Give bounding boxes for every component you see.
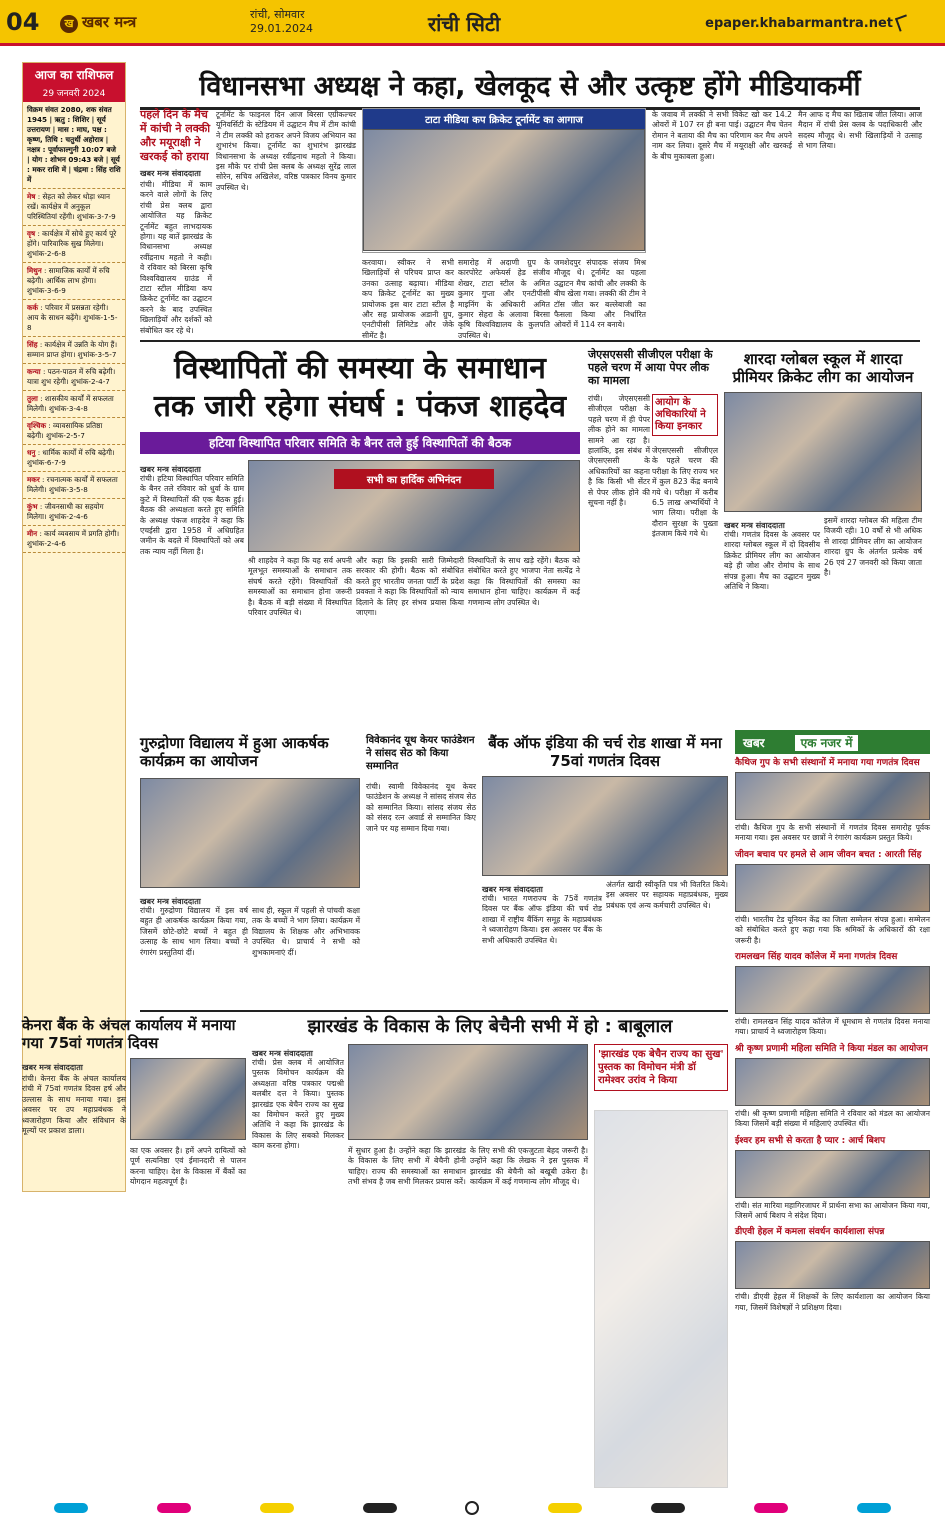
- horoscope-text: कार्यक्षेत्र में सोचे हुए कार्य पूरे होंगे। पारिवारिक सुख मिलेगा। शुभांक-2-6-8: [27, 229, 117, 258]
- story5-col-1: रांची। गुरुद्रोणा विद्यालय में इस वर्ष बहुत ही आकर्षक कार्यक्रम किया गया, जिसमें छोटे-छोटे बच्चों ने बहुत ही उत्साह के साथ भाग लिया। बच्चों ने रंगारंग प्रस्तुतियां दीं।: [140, 906, 248, 957]
- story9-side-photo: [594, 1110, 728, 1488]
- brief-item: [735, 952, 930, 1038]
- brief-item: [735, 758, 930, 844]
- story2-subhead: हटिया विस्थापित परिवार समिति के बैनर तले हुई विस्थापितों की बैठक: [140, 432, 580, 454]
- horoscope-date: 29 जनवरी 2024: [23, 86, 125, 102]
- brief-photo: [735, 966, 930, 1014]
- lead-col-6: के जवाब में लक्की ने सभी विकेट खो कर 14.2 ओवरों में 107 रन ही बना पाई। उद्घाटन मैच चेतन रोमान ने बताया की मैच का परिणाम कर मैच अपने नाम कर लिया। दूसरे मैच में मयूराक्षी और खरकई के बीच मुकाबला हुआ।: [652, 110, 792, 161]
- brief-text: रांची। कैथिज गुप के सभी संस्थानों में गणतंत्र दिवस समारोह पूर्वक मनाया गया। इस अवसर पर छात्रों ने रंगारंग कार्यक्रम प्रस्तुत किये।: [735, 823, 930, 843]
- color-swatch: [857, 1503, 891, 1513]
- horoscope-sign: मीन: [27, 529, 38, 538]
- color-swatch: [754, 1503, 788, 1513]
- horoscope-text: पठन-पाठन में रुचि बढ़ेगी। यात्रा शुभ रहेगी। शुभांक-2-4-7: [27, 367, 116, 386]
- story9-col-2: में सुधार हुआ है। उन्होंने कहा कि झारखंड के विकास के लिए सभी में बेचैनी होनी चाहिए। राज्य की समस्याओं का समाधान तभी संभव है जब सभी मिलकर प्रयास करें।: [348, 1146, 466, 1187]
- divider: [140, 1010, 728, 1012]
- story7-headline: बैंक ऑफ इंडिया की चर्च रोड शाखा में मना 75वां गणतंत्र दिवस: [488, 734, 722, 770]
- horoscope-entry: धनु : धार्मिक कार्यों में रुचि बढ़ेगी। शुभांक-6-7-9: [23, 445, 125, 472]
- lead-headline: विधानसभा अध्यक्ष ने कहा, खेलकूद से और उत्कृष्ट होंगे मीडियाकर्मी: [140, 66, 920, 110]
- horoscope-text: कार्य व्यवसाय में प्रगति होगी। शुभांक-2-4-6: [27, 529, 120, 548]
- story2-photo: [248, 460, 580, 552]
- horoscope-sign: मेष: [27, 192, 36, 201]
- story2-col-1: रांची। हटिया विस्थापित परिवार समिति के बैनर तले रविवार को धुर्वा के ग्राम कुटे में विस्थापितों की एक बैठक हुई। बैठक की अध्यक्षता करते हुए समिति के अध्यक्ष पंकज शाहदेव ने कहा कि एचईसी द्वारा 1958 में अधिग्रहित जमीन के बदले में विस्थापितों को अब तक न्याय नहीं मिला है।: [140, 474, 244, 556]
- story7-byline: खबर मन्त्र संवाददाता: [482, 885, 543, 894]
- story7-photo: [482, 776, 728, 876]
- horoscope-list: [23, 189, 125, 553]
- horoscope-entry: मेष : सेहत को लेकर थोड़ा ध्यान रखें। कार्यक्षेत्र में अनुकूल परिस्थितियां रहेंगी। शुभांक-3-7-9: [23, 189, 125, 226]
- horoscope-entry: कुंभ : जीवनसाथी का सहयोग मिलेगा। शुभांक-2-4-6: [23, 499, 125, 526]
- lead-col-5: जमशेदपुर संपादक संजय मिश्र मौजूद थे। टूर्नामेंट का पहला उद्घाटन मैच कांची और लक्की के बीच खेला गया। लक्की की टीम ने टॉस जीत कर बल्लेबाजी का फैसला किया और निर्धारित ओवरों में 114 रन बनाये।: [554, 258, 646, 330]
- brief-text: रांची। संत मारिया महागिरजाघर में प्रार्थना सभा का आयोजन किया गया, जिसमें आर्च बिशप ने संदेश दिया।: [735, 1200, 930, 1221]
- logo-icon: ख: [60, 15, 78, 33]
- story4-col-2: इसमें शारदा ग्लोबल की महिला टीम विजयी रही। 10 वर्षों से भी अधिक से शारदा प्रीमियर लीग का आयोजन शारदा ग्रुप के अंतर्गत प्रत्येक वर्ष 26 एवं 27 जनवरी को किया जाता है।: [824, 516, 922, 578]
- color-swatch: [54, 1503, 88, 1513]
- story2-headline-line2: तक जारी रहेगा संघर्ष : पंकज शाहदेव: [153, 389, 567, 424]
- print-registration-strip: [0, 1498, 945, 1517]
- horoscope-entry: वृश्चिक : व्यावसायिक प्रतिष्ठा बढ़ेगी। शुभांक-2-5-7: [23, 418, 125, 445]
- story9-headline: झारखंड के विकास के लिए बेचैनी सभी में हो : बाबूलाल: [307, 1016, 673, 1037]
- lead-col-3: करवाया। स्वीकर ने सभी खिलाड़ियों से परिचय प्राप्त कर उनका उत्साह बढ़ाया। मीडिया कप क्रिकेट टूर्नामेंट का मुख्य प्रायोजक इस बार टाटा स्टील है और सह प्रायोजक अडानी ग्रुप, एनटीपीसी लिमिटेड और जेके सीमेंट है।: [362, 258, 454, 340]
- dateline: [250, 8, 313, 36]
- story9-byline: खबर मन्त्र संवाददाता: [252, 1049, 313, 1058]
- brief-text: रांची। डीएवी हेहल में शिक्षकों के लिए कार्यशाला का आयोजन किया गया, जिसमें विशेषज्ञों ने प्रशिक्षण दिया।: [735, 1292, 930, 1312]
- horoscope-text: परिवार में प्रसन्नता रहेगी। आय के साधन बढ़ेंगे। शुभांक-1-5-8: [27, 303, 118, 332]
- issue-date: 29.01.2024: [250, 22, 313, 35]
- horoscope-sign: कन्या: [27, 367, 41, 376]
- story8-byline: खबर मन्त्र संवाददाता: [22, 1063, 83, 1072]
- story2-col-3: और कहा कि इसकी सारी जिम्मेदारी सरकार की होगी। बैठक को संबोधित करते हुए भारतीय जनता पार्टी के प्रदेश प्रवक्ता ने कहा कि विस्थापितों को न्याय दिलाने के लिए हर संभव प्रयास किया जाएगा।: [356, 556, 464, 618]
- city-day: रांची, सोमवार: [250, 8, 305, 21]
- registration-mark-icon: [465, 1501, 479, 1515]
- horoscope-text: जीवनसाथी का सहयोग मिलेगा। शुभांक-2-4-6: [27, 502, 104, 521]
- story3-inner-box: [652, 394, 718, 436]
- horoscope-sign: वृष: [27, 229, 36, 238]
- story9-col-1: रांची। प्रेस क्लब में आयोजित पुस्तक विमोचन कार्यक्रम की अध्यक्षता वरिष्ठ पत्रकार पद्मश्री बलबीर दत्त ने किया। पुस्तक झारखंड एक बेचैन राज्य का सुख का विमोचन करते हुए मुख्य अतिथि ने कहा कि झारखंड के विकास के लिए सबको मिलकर काम करना होगा।: [252, 1058, 344, 1151]
- story4-byline: खबर मन्त्र संवाददाता: [724, 521, 785, 530]
- horoscope-entry: कन्या : पठन-पाठन में रुचि बढ़ेगी। यात्रा शुभ रहेगी। शुभांक-2-4-7: [23, 364, 125, 391]
- story9-photo: [348, 1044, 588, 1140]
- brief-headline: श्री कृष्ण प्रणामी महिला समिति ने किया मंडल का आयोजन: [735, 1043, 928, 1054]
- lead-col-4: समारोह में अदाणी ग्रुप के कारपोरेट अफेयर्स हेड संजीव शेखर, टाटा स्टील के अमित कुमार गुप्ता और एनटीपीसी माइनिंग के अधिकारी अमित कुमार सेहरा के अलावा बिरसा कृषि विश्वविद्यालय के कुलपति उपस्थित थे।: [458, 258, 550, 340]
- story3-col-1: रांची। जेएसएससी सीजीएल परीक्षा के पहले चरण में ही पेपर लीक होने का मामला सामने आ रहा है। हालांकि, इस संबंध में जेएसएससी के अधिकारियों का कहना है कि किसी भी सेंटर से पेपर लीक होने की सूचना नहीं है।: [588, 394, 650, 508]
- page-number: 04: [6, 8, 40, 36]
- brief-headline: ईश्वर हम सभी से करता है प्यार : आर्च बिशप: [735, 1135, 886, 1146]
- horoscope-entry: मिथुन : सामाजिक कार्यों में रुचि बढ़ेगी। आर्थिक लाभ होगा। शुभांक-3-6-9: [23, 263, 125, 300]
- story2-photo-banner: सभी का हार्दिक अभिनंदन: [334, 469, 494, 489]
- at-a-glance-list: [735, 758, 930, 1488]
- story4-photo: [724, 392, 922, 512]
- horoscope-sign: मकर: [27, 475, 40, 484]
- story4-col-1: रांची। गणतंत्र दिवस के अवसर पर शारदा ग्लोबल स्कूल में दो दिवसीय क्रिकेट प्रीमियर लीग का आयोजन बड़े ही जोश और रोमांच के साथ संपन्न हुआ। मैच का उद्घाटन मुख्य अतिथि ने किया।: [724, 530, 820, 592]
- brand-name: खबर मन्त्र: [82, 13, 137, 31]
- horoscope-title: आज का राशिफल: [23, 63, 125, 86]
- section-title: रांची सिटी: [428, 12, 501, 36]
- brief-photo: [735, 864, 930, 912]
- horoscope-text: शासकीय कार्यों में सफलता मिलेगी। शुभांक-3-4-8: [27, 394, 114, 413]
- horoscope-text: कार्यक्षेत्र में उन्नति के योग हैं। सम्मान प्राप्त होगा। शुभांक-3-5-7: [27, 340, 118, 359]
- brief-item: [735, 1227, 930, 1313]
- horoscope-text: रचनात्मक कार्यों में सफलता मिलेगी। शुभांक-3-5-8: [27, 475, 118, 494]
- color-swatch: [157, 1503, 191, 1513]
- brief-item: [735, 850, 930, 946]
- horoscope-sign: तुला: [27, 394, 38, 403]
- brief-photo: [735, 1241, 930, 1289]
- at-a-glance-title: एक नजर में: [795, 735, 859, 751]
- horoscope-entry: मकर : रचनात्मक कार्यों में सफलता मिलेगी। शुभांक-3-5-8: [23, 472, 125, 499]
- divider: [140, 340, 920, 342]
- brief-headline: डीएवी हेहल में कमला संवर्धन कार्यशाला संपन्न: [735, 1227, 885, 1238]
- horoscope-sign: सिंह: [27, 340, 38, 349]
- brief-headline: रामलखन सिंह यादव कॉलेज में मना गणतंत्र दिवस: [735, 952, 898, 963]
- story3-col-2: जेएसएससी सीजीएल के पहले चरण की परीक्षा के लिए राज्य भर में कुल 823 केंद्र बनाये गये थे। परीक्षा में करीब 6.5 लाख अभ्यर्थियों ने भाग लिया। परीक्षा के दौरान सुरक्षा के पुख्ता इंतजाम किये गये थे।: [652, 446, 718, 539]
- horoscope-entry: वृष : कार्यक्षेत्र में सोचे हुए कार्य पूरे होंगे। पारिवारिक सुख मिलेगा। शुभांक-2-6-8: [23, 226, 125, 263]
- horoscope-sign: कर्क: [27, 303, 39, 312]
- brief-headline: जीवन बचाव पर हमले से आम जीवन बचत : आरती सिंह: [735, 849, 922, 860]
- brief-text: रांची। भारतीय टेड यूनियन केंद्र का जिला सम्मेलन संपन्न हुआ। सम्मेलन को संबोधित करते हुए कहा गया कि श्रमिकों के अधिकारों की रक्षा जरूरी है।: [735, 914, 930, 945]
- horoscope-entry: कर्क : परिवार में प्रसन्नता रहेगी। आय के साधन बढ़ेंगे। शुभांक-1-5-8: [23, 300, 125, 337]
- story2-col-4: विस्थापितों के साथ खड़े रहेंगे। बैठक को संबोधित करते हुए भाजपा नेता सत्येंद्र ने कहा कि विस्थापितों की समस्या का समाधान होना चाहिए। कार्यक्रम में कई गणमान्य लोग उपस्थित थे।: [468, 556, 580, 607]
- horoscope-sign: कुंभ: [27, 502, 38, 511]
- story5-headline: गुरुद्रोणा विद्यालय में हुआ आकर्षक कार्यक्रम का आयोजन: [140, 734, 329, 770]
- color-swatch: [260, 1503, 294, 1513]
- story2-col-2: श्री शाहदेव ने कहा कि यह सर्व अपनी मूलभूत समस्याओं के समाधान तक संघर्ष करते रहेंगे। विस्थापितों की समस्याओं का समाधान होना जरूरी है। बैठक में बड़ी संख्या में विस्थापित परिवार उपस्थित थे।: [248, 556, 352, 618]
- lead-kicker: पहले दिन के मैच में कांची ने लक्की और मयूराक्षी ने खरकई को हराया: [140, 108, 211, 163]
- lead-kicker-box: [140, 108, 212, 183]
- story7-col-2: अंतर्गत खादी स्वीकृति पत्र भी वितरित किये। इस अवसर पर सहायक महाप्रबंधक, मुख्य प्रबंधक एवं अन्य कर्मचारी उपस्थित थे।: [606, 880, 728, 910]
- story5-byline: खबर मन्त्र संवाददाता: [140, 897, 201, 906]
- color-swatch: [548, 1503, 582, 1513]
- horoscope-text: सेहत को लेकर थोड़ा ध्यान रखें। कार्यक्षेत्र में अनुकूल परिस्थितियां रहेंगी। शुभांक-3-7-9: [27, 192, 116, 221]
- story8-photo: [130, 1058, 246, 1140]
- story2-byline: खबर मन्त्र संवाददाता: [140, 465, 201, 474]
- brief-text: रांची। श्री कृष्ण प्रणामी महिला समिति ने रविवार को मंडल का आयोजन किया जिसमें बड़ी संख्या में महिलाएं उपस्थित थीं।: [735, 1108, 930, 1129]
- at-a-glance-brand: खबर: [743, 736, 765, 750]
- brief-text: रांची। रामलखन सिंह यादव कॉलेज में धूमधाम से गणतंत्र दिवस मनाया गया। प्राचार्य ने ध्वजारोहण किया।: [735, 1017, 930, 1037]
- story5-photo: [140, 778, 360, 888]
- story6-headline: विवेकानंद यूथ केयर फाउंडेशन ने सांसद सेठ को किया सम्मानित: [366, 735, 475, 772]
- story7-col-1: रांची। भारत गणराज्य के 75वें गणतंत्र दिवस पर बैंक ऑफ इंडिया की चर्च रोड शाखा में राष्ट्रीय बैंकिंग समूह के महाप्रबंधक ने ध्वजारोहण किया। इस अवसर पर बैंक के सभी अधिकारी उपस्थित थे।: [482, 894, 602, 945]
- story2-headline: [140, 350, 580, 426]
- horoscope-sign: वृश्चिक: [27, 421, 46, 430]
- color-swatch: [651, 1503, 685, 1513]
- story2-headline-line1: विस्थापितों की समस्या के समाधान: [174, 351, 546, 386]
- story3-inner-head: आयोग के अधिकारियों ने किया इनकार: [652, 394, 718, 436]
- horoscope-entry: सिंह : कार्यक्षेत्र में उन्नति के योग हैं। सम्मान प्राप्त होगा। शुभांक-3-5-7: [23, 337, 125, 364]
- lead-photo-caption: टाटा मीडिया कप क्रिकेट टूर्नामेंट का आगाज: [363, 109, 645, 129]
- at-a-glance-header: [735, 730, 930, 754]
- brief-photo: [735, 1150, 930, 1198]
- story3: [588, 348, 718, 387]
- story5-col-2: साथ ही, स्कूल में पहली से पांचवी कक्षा तक के बच्चों ने भाग लिया। कार्यक्रम में विद्यालय के शिक्षक और अभिभावक उपस्थित थे। प्राचार्य ने सभी को शुभकामनाएं दीं।: [252, 906, 360, 957]
- horoscope-sign: धनु: [27, 448, 36, 457]
- brief-item: [735, 1136, 930, 1222]
- epaper-link[interactable]: epaper.khabarmantra.net: [705, 16, 893, 31]
- story8-headline: केनरा बैंक के अंचल कार्यालय में मनाया गया 75वां गणतंत्र दिवस: [22, 1016, 236, 1052]
- lead-photo-image: [363, 129, 645, 251]
- lead-col-2: टूर्नामेंट के फाइनल दिन आज बिरसा एग्रीकल्चर यूनिवर्सिटी के स्टेडियम में उद्घाटन मैच में टीम कांची ने टीम लक्की को हराकर अपने विजय अभियान का शुभारंभ किया। टूर्नामेंट का शुभारंभ झारखंड विधानसभा के अध्यक्ष रवींद्रनाथ महतो ने किया। इस मौके पर रांची प्रेस क्लब के अध्यक्ष सुरेंद्र लाल सोरेन, सचिव अखिलेश, वरिष्ठ पत्रकार विनय कुमार उपस्थित थे।: [216, 110, 356, 192]
- story9-side-head: 'झारखंड एक बेचैन राज्य का सुख' पुस्तक का विमोचन मंत्री डॉ रामेश्वर उरांव ने किया: [594, 1044, 728, 1091]
- brand-logo: [60, 12, 136, 33]
- story9-col-3: के लिए सभी की एकजुटता बेहद जरूरी है। उन्होंने कहा कि लेखक ने इस पुस्तक में झारखंड की बेचैनी को बखूबी उकेरा है। कार्यक्रम में कई गणमान्य लोग मौजूद थे।: [470, 1146, 588, 1187]
- story4-headline: शारदा ग्लोबल स्कूल में शारदा प्रीमियर क्रिकेट लीग का आयोजन: [732, 350, 914, 386]
- story8-col-2: का एक अवसर है। हमें अपने दायित्वों को पूर्ण सत्यनिष्ठा एवं ईमानदारी से पालन करना चाहिए। देश के विकास में बैंकों का योगदान महत्वपूर्ण है।: [130, 1146, 246, 1187]
- story8-col-1: रांची। केनरा बैंक के अंचल कार्यालय रांची में 75वां गणतंत्र दिवस हर्ष और उल्लास के साथ मनाया गया। इस अवसर पर उप महाप्रबंधक ने ध्वजारोहण किया और संविधान के मूल्यों पर प्रकाश डाला।: [22, 1074, 126, 1136]
- color-swatch: [363, 1503, 397, 1513]
- lead-col-1: रांची। मीडिया में काम करने वाले लोगों के लिए रांची प्रेस क्लब द्वारा आयोजित यह क्रिकेट टूर्नामेंट बहुत लाभदायक होगा। यह बातें झारखंड के विधानसभा अध्यक्ष रवींद्रनाथ महतो ने कही। वे रविवार को बिरसा कृषि विश्वविद्यालय ग्राउंड में टाटा स्टील मीडिया कप क्रिकेट टूर्नामेंट का उद्घाटन करने के बाद उपस्थित खिलाड़ियों और दर्शकों को संबोधित कर रहे थे।: [140, 180, 212, 335]
- brief-item: [735, 1044, 930, 1130]
- lead-col-7: मैन आफ द मैच का खिताब जीत लिया। आज मैदान में रांची प्रेस क्लब के पदाधिकारी और सदस्य मौजूद थे। सभी खिलाड़ियों ने उत्साह से भाग लिया।: [798, 110, 922, 151]
- story6-col-1: रांची। स्वामी विवेकानंद यूथ केयर फाउंडेशन के अध्यक्ष ने सांसद संजय सेठ को सम्मानित किया। सांसद संजय सेठ को संसद रत्न अवार्ड से सम्मानित किए जाने पर यह सम्मान दिया गया।: [366, 782, 476, 833]
- panchang: विक्रम संवत 2080, शक संवत 1945 | ऋतु : शिशिर | सूर्य उत्तरायण | मास : माघ, पक्ष : कृष्ण, तिथि : चतुर्थी अहोरात्र | नक्षत्र : पूर्वाफाल्गुनी 10:07 बजे | योग : शोभन 09:43 बजे | सूर्य : मकर राशि में | चंद्रमा : सिंह राशि में: [23, 102, 125, 189]
- horoscope-text: धार्मिक कार्यों में रुचि बढ़ेगी। शुभांक-6-7-9: [27, 448, 115, 467]
- horoscope-sign: मिथुन: [27, 266, 42, 275]
- horoscope-text: व्यावसायिक प्रतिष्ठा बढ़ेगी। शुभांक-2-5-7: [27, 421, 103, 440]
- lead-photo: [362, 108, 646, 253]
- horoscope-entry: मीन : कार्य व्यवसाय में प्रगति होगी। शुभांक-2-4-6: [23, 526, 125, 553]
- lead-byline: खबर मन्त्र संवाददाता: [140, 169, 201, 178]
- brief-photo: [735, 1058, 930, 1106]
- brief-photo: [735, 772, 930, 820]
- story3-headline: जेएसएससी सीजीएल परीक्षा के पहले चरण में आया पेपर लीक का मामला: [588, 348, 713, 387]
- horoscope-entry: तुला : शासकीय कार्यों में सफलता मिलेगी। शुभांक-3-4-8: [23, 391, 125, 418]
- brief-headline: कैथिज गुप के सभी संस्थानों में मनाया गया गणतंत्र दिवस: [735, 758, 920, 768]
- horoscope-text: सामाजिक कार्यों में रुचि बढ़ेगी। आर्थिक लाभ होगा। शुभांक-3-6-9: [27, 266, 110, 295]
